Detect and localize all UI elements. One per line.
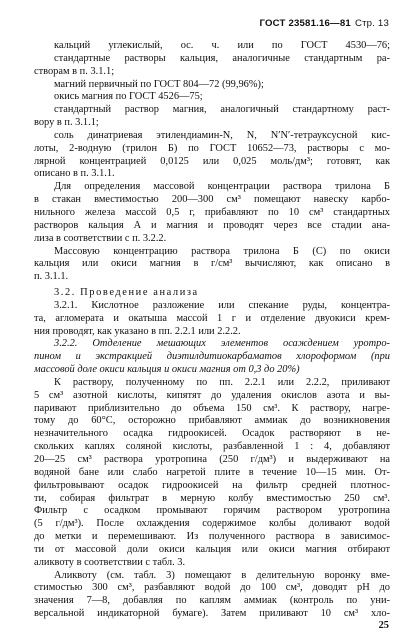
subsection-heading: массовой доле окиси кальция и окиси магния от 0,3 до 20%) xyxy=(34,364,300,376)
text-line: версальной индикаторной бумаге). Затем приливают 10 см³ хло- xyxy=(34,608,390,620)
text-line: Для определения массовой концентрации раствора трилона Б xyxy=(54,181,390,193)
text-line: Массовую концентрацию раствора трилона Б (С) по окиси xyxy=(54,245,390,257)
section-heading: 3.2. Проведение анализа xyxy=(54,287,199,299)
text-line: ти, собирая фильтрат в мерную колбу вместимостью 250 см³. xyxy=(34,492,390,504)
text-line: п. 3.1.1. xyxy=(34,271,69,283)
text-line: створам в п. 3.1.1; xyxy=(34,65,115,77)
text-line: паривают приблизительно до объема 150 см³. К раствору, нагре- xyxy=(34,402,390,414)
text-line: соль динатриевая этилендиамин-N, N, N′N′-тетрауксусной кис- xyxy=(54,129,390,141)
subsection-heading: пином и экстракцией диэтилдитиокарбаматов хлороформом (при xyxy=(34,351,390,363)
text-line: скольких каплях соляной кислоты, разбавленной 1 : 4, добавляют xyxy=(34,441,390,453)
text-line: аликвоту в соответствии с табл. 3. xyxy=(34,556,186,568)
text-line: (5 г/дм³). После охлаждения содержимое колбы доливают водой xyxy=(34,518,390,530)
page-label: Стр. 13 xyxy=(354,18,389,29)
running-header xyxy=(259,18,389,29)
text-line: та, агломерата и окатыша массой 1 г и отделение двуокиси крем- xyxy=(34,312,390,324)
text-line: 5 см³ азотной кислоты, кипятят до удаления окислов азота и вы- xyxy=(34,389,390,401)
text-line: кальция или окиси магния в г/см³ вычисляют, как описано в xyxy=(34,258,390,270)
text-line: вору в п. 3.1.1; xyxy=(34,117,99,129)
text-line: ния проводят, как указано в пп. 2.2.1 или 2.2.2. xyxy=(34,325,241,337)
text-line: лиза в соответствии с п. 3.2.2. xyxy=(34,232,167,244)
text-line: фильтровывают осадок гидроокисей на фильтр средней плотнос- xyxy=(34,479,390,491)
text-line: Фильтр с осадком промывают горячим раствором уротропина xyxy=(34,505,390,517)
text-line: кальций углекислый, ос. ч. или по ГОСТ 4530—76; xyxy=(54,40,390,51)
text-line: 20—25 см³ раствора уротропина (250 г/дм³) и выдерживают на xyxy=(34,454,390,465)
page-number: 25 xyxy=(378,620,389,631)
text-line: 3.2.1. Кислотное разложение или спекание руды, концентра- xyxy=(54,299,390,311)
text-line: лярной концентрацией 0,0125 или 0,025 моль/дм³; готовят, как xyxy=(34,155,390,167)
text-line: растворов кальция А и магния и проводят через все стадии ана- xyxy=(34,219,390,231)
text-line: ти от массовой доли окиси кальция или окиси магния отбирают xyxy=(34,543,390,555)
standard-number: ГОСТ 23581.16—81 xyxy=(259,18,351,29)
text-line: нильного железа массой 0,5 г, прибавляют по 10 см³ стандартных xyxy=(34,206,390,218)
text-line: лоты, 2-водную (трилон Б) по ГОСТ 10652—73, растворы с мо- xyxy=(34,142,390,154)
text-line: К раствору, полученному по пп. 2.2.1 или 2.2.2, приливают xyxy=(54,376,390,388)
subsection-heading: 3.2.2. Отделение мешающих элементов осаждением уротро- xyxy=(54,338,390,350)
text-line: стимостью 300 см³, разбавляют водой до 100 см³, доводят рН до xyxy=(34,582,390,594)
text-line: незначительного осадка гидроокисей. Осадок растворяют в не- xyxy=(34,428,390,440)
text-line: стандартный раствор магния, аналогичный стандартному раст- xyxy=(54,104,390,116)
text-line: магний первичный по ГОСТ 804—72 (99,96%); xyxy=(54,78,264,90)
text-line: до метки и перемешивают. Из полученного раствора в зависимос- xyxy=(34,531,390,543)
text-line: тому до 60°С, осторожно прибавляют аммиак до возникновения xyxy=(34,415,390,427)
text-line: водяной бане или слабо нагретой плите в течение 10—15 мин. От- xyxy=(34,466,390,478)
text-line: описано в п. 3.1.1. xyxy=(34,168,115,180)
body-text xyxy=(34,40,390,621)
text-line: в стакан вместимостью 200—300 см³ помещают навеску карбо- xyxy=(34,194,390,206)
text-line: значения 7—8, добавляя по каплям аммиак (контроль по уни- xyxy=(34,595,390,607)
text-line: стандартные растворы кальция, аналогичные стандартным ра- xyxy=(54,52,390,64)
text-line: Аликвоту (см. табл. 3) помещают в делительную воронку вме- xyxy=(54,569,390,581)
text-line: окись магния по ГОСТ 4526—75; xyxy=(54,91,203,103)
